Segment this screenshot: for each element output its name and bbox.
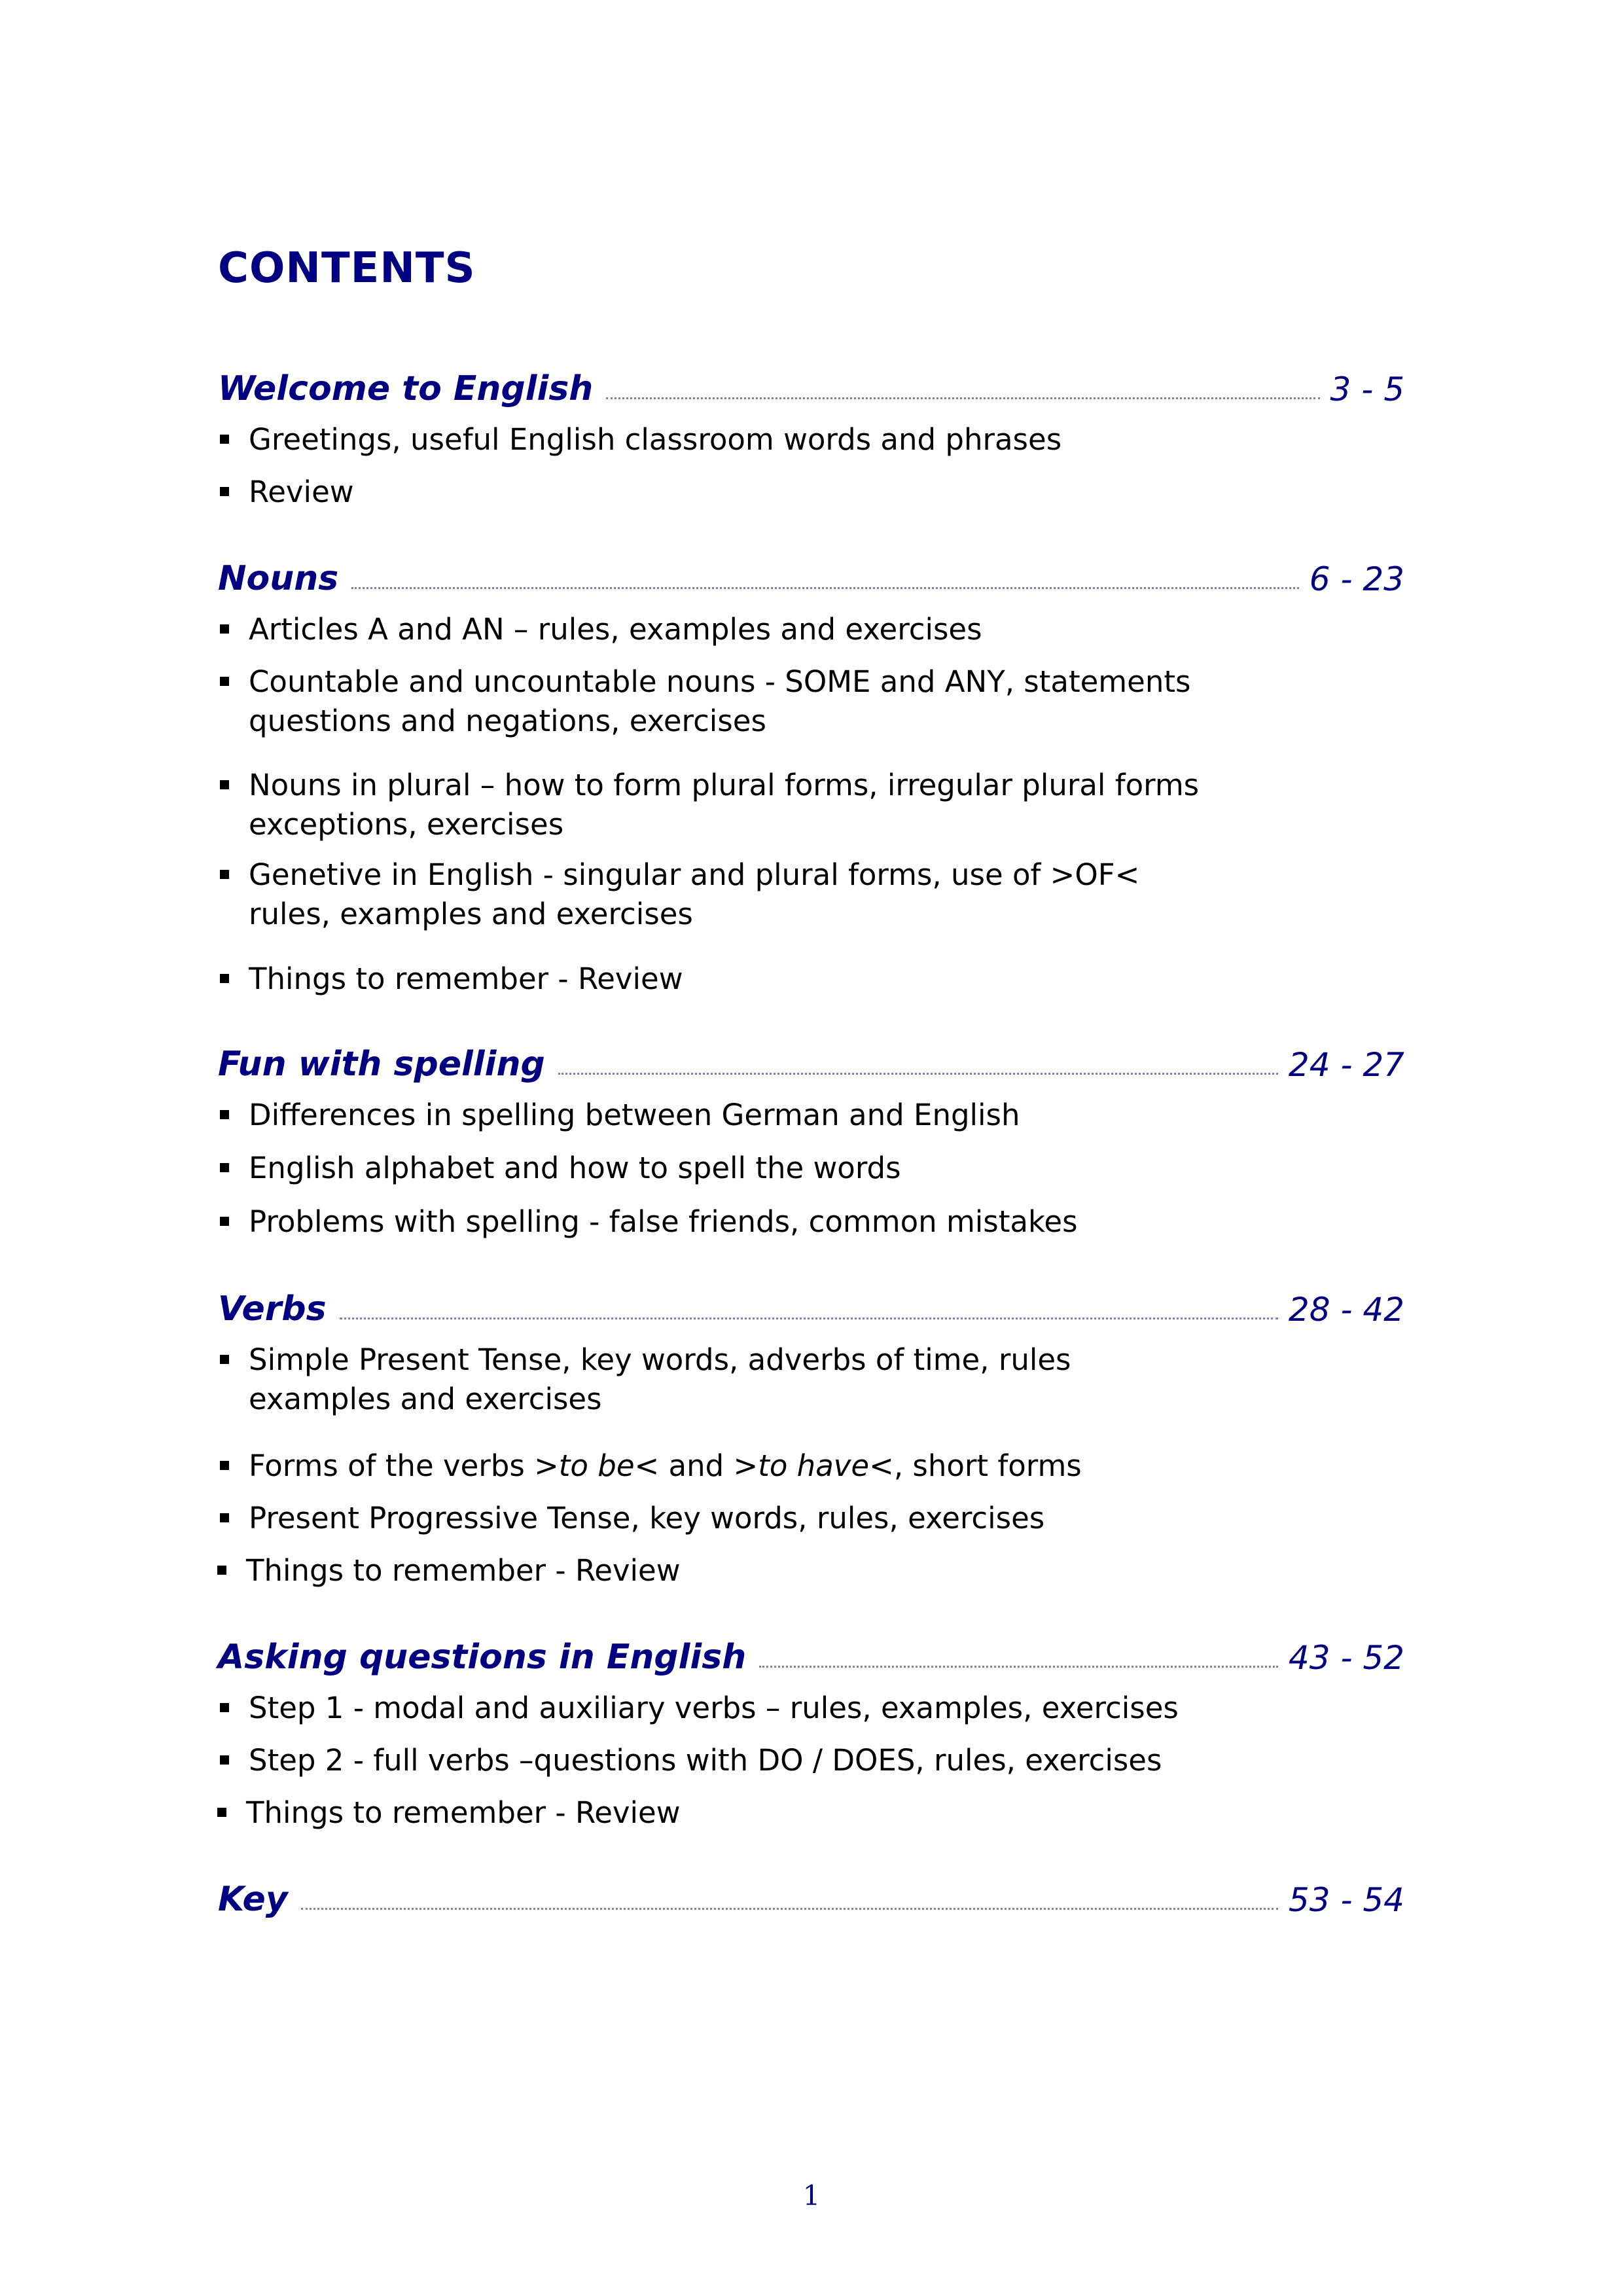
page-title: CONTENTS [218,244,476,293]
bullet-icon [217,1808,226,1817]
item-text-italic: to have [758,1448,870,1483]
item-text: Things to remember - Review [246,1795,681,1830]
item-text-part: < and > [634,1448,758,1483]
toc-section-verbs-heading[interactable] [218,1278,1404,1329]
item-text: Nouns in plural – how to form plural forms, irregular plural forms [249,768,1200,802]
item-text: English alphabet and how to spell the words [249,1151,901,1185]
bullet-icon [220,1217,229,1226]
list-item [220,766,1300,844]
item-text: Simple Present Tense, key words, adverbs of time, rules [249,1342,1071,1377]
dot-leader [606,397,1319,399]
item-text-continued: rules, examples and exercises [249,897,693,931]
list-item [220,855,1300,934]
section-title: Fun with spelling [218,1045,545,1084]
section-pages: 3 - 5 [1330,370,1404,408]
bullet-icon [220,780,229,789]
dot-leader [759,1666,1278,1668]
list-item [220,1741,1300,1780]
item-text-part: <, short forms [869,1448,1082,1483]
section-pages: 53 - 54 [1288,1881,1404,1919]
toc-section-spelling-heading[interactable] [218,1033,1404,1084]
section-pages: 6 - 23 [1309,560,1404,598]
list-item [220,473,1300,512]
toc-section-questions-heading[interactable] [218,1626,1404,1677]
dot-leader [558,1073,1278,1075]
bullet-icon [220,1755,229,1765]
section-title: Nouns [218,559,339,598]
item-text: Step 1 - modal and auxiliary verbs – rules, examples, exercises [249,1691,1179,1725]
bullet-icon [220,677,229,686]
list-item [220,1340,1300,1419]
list-item [220,610,1300,649]
section-title: Verbs [218,1289,327,1329]
list-item [220,1446,1300,1486]
list-item [220,1202,1300,1242]
section-pages: 43 - 52 [1288,1639,1404,1677]
bullet-icon [217,1566,226,1575]
bullet-icon [220,487,229,496]
dot-leader [340,1318,1278,1319]
dot-leader [351,587,1299,589]
item-text: Countable and uncountable nouns - SOME and ANY, statements [249,664,1191,699]
item-text-continued: questions and negations, exercises [249,704,766,738]
list-item [220,1689,1300,1728]
section-title: Welcome to English [218,369,594,408]
toc-section-nouns-heading[interactable] [218,547,1404,596]
item-text: Step 2 - full verbs –questions with DO / DOES, rules, exercises [249,1743,1162,1778]
list-item [217,1551,1297,1590]
section-pages: 28 - 42 [1288,1291,1404,1329]
list-item [220,1096,1300,1135]
item-text-continued: exceptions, exercises [249,807,564,842]
section-title: Key [218,1880,288,1919]
item-text: Greetings, useful English classroom words and phrases [249,422,1062,457]
item-text-italic: to be [558,1448,635,1483]
item-text: Problems with spelling - false friends, common mistakes [249,1204,1078,1239]
bullet-icon [220,974,229,983]
bullet-icon [220,1163,229,1172]
list-item [220,1149,1300,1188]
bullet-icon [220,1461,229,1470]
toc-section-key-heading[interactable] [218,1868,1404,1919]
bullet-icon [220,435,229,444]
bullet-icon [220,1513,229,1522]
item-text: Things to remember - Review [246,1553,681,1588]
bullet-icon [220,624,229,634]
section-title: Asking questions in English [218,1638,747,1677]
list-item [220,662,1300,741]
list-item [220,420,1300,459]
bullet-icon [220,1703,229,1712]
item-text: Things to remember - Review [249,961,683,996]
item-text-part: Forms of the verbs > [249,1448,559,1483]
toc-section-welcome-heading[interactable] [218,357,1404,406]
bullet-icon [220,870,229,879]
item-text: Articles A and AN – rules, examples and exercises [249,612,982,647]
page-number: 1 [802,2179,821,2212]
list-item [217,1793,1297,1833]
item-text: Review [249,475,354,509]
list-item [220,960,1300,999]
item-text-continued: examples and exercises [249,1382,602,1416]
list-item [220,1499,1300,1538]
item-text: Differences in spelling between German and English [249,1098,1020,1132]
bullet-icon [220,1110,229,1119]
dot-leader [301,1908,1278,1910]
section-pages: 24 - 27 [1288,1046,1404,1084]
item-text: Present Progressive Tense, key words, rules, exercises [249,1501,1045,1535]
bullet-icon [220,1355,229,1364]
item-text: Genetive in English - singular and plural forms, use of >OF< [249,857,1140,892]
